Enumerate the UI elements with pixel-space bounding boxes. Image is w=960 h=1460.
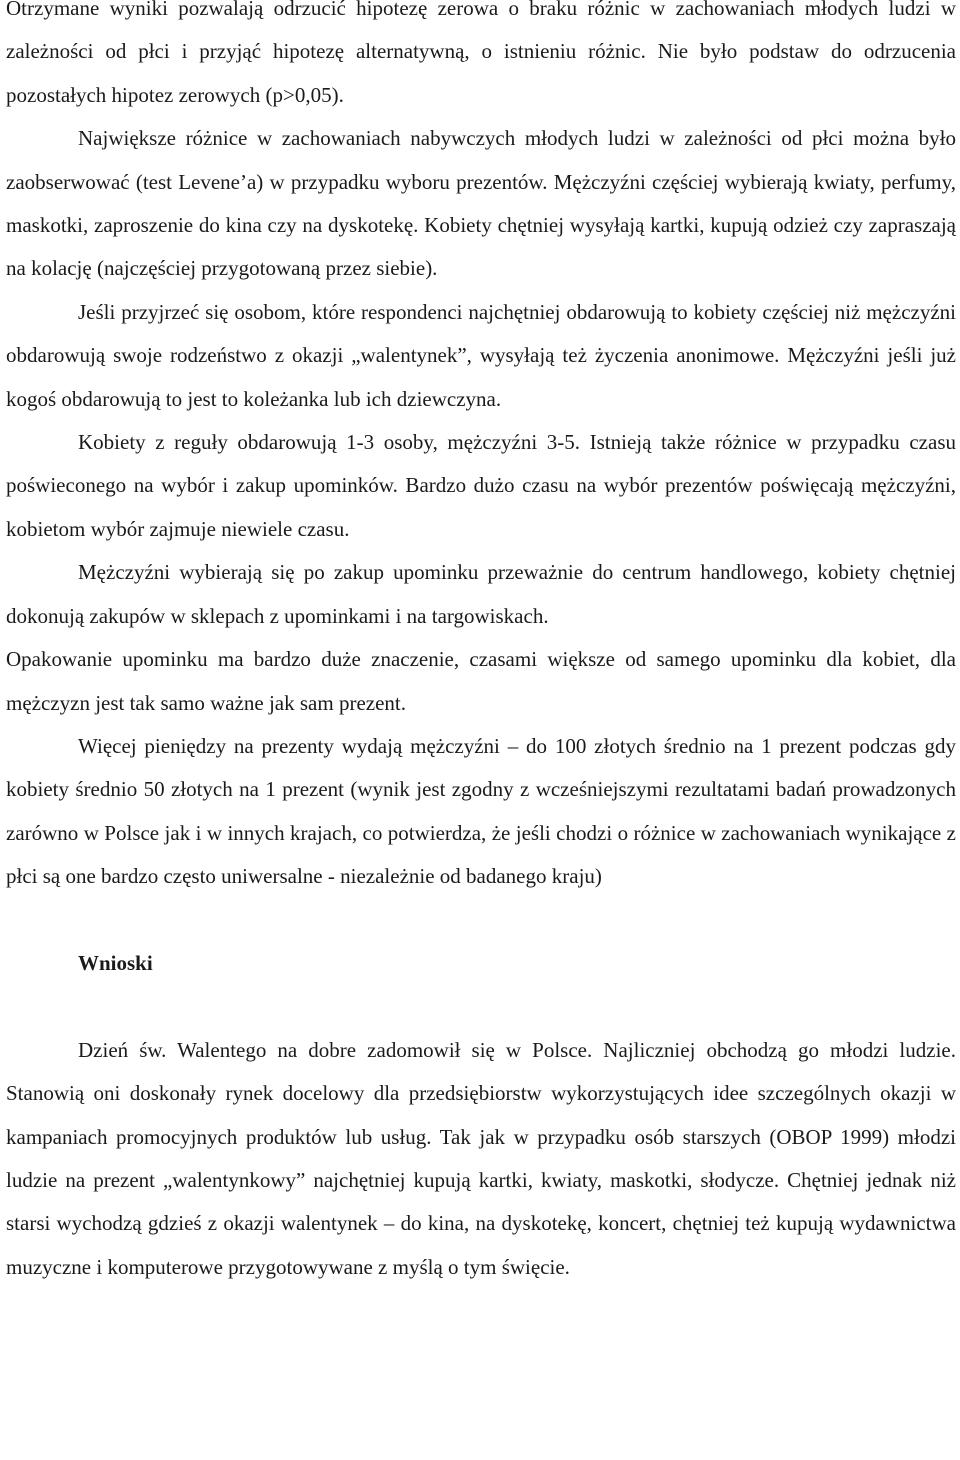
paragraph-gift-recipients: Jeśli przyjrzeć się osobom, które respondenci najchętniej obdarowują to kobiety częściej niż mężczyźni obdarowują swoje rodzeństwo z okazji „walentynek”, wysyłają też życzenia anonimowe. Mężczyźni jeśli już kogoś obdarowują to jest to koleżanka lub ich dziewczyna. bbox=[6, 299, 956, 411]
spacer bbox=[6, 985, 956, 1028]
paragraph-spending: Więcej pieniędzy na prezenty wydają mężczyźni – do 100 złotych średnio na 1 prezent podczas gdy kobiety średnio 50 złotych na 1 prezent (wynik jest zgodny z wcześniejszymi rezultatami badań prowadzonych zarówno w Polsce jak i w innych krajach, co potwierdza, że jeśli chodzi o różnice w zachowaniach wynikające z płci są one bardzo często uniwersalne - niezależnie od badanego kraju) bbox=[6, 733, 956, 889]
paragraph-hypothesis-result: Otrzymane wyniki pozwalają odrzucić hipotezę zerowa o braku różnic w zachowaniach młodych ludzi w zależności od płci i przyjąć hipotezę alternatywną, o istnieniu różnic. Nie było podstaw do odrzucenia pozostałych hipotez zerowych (p>0,05). bbox=[6, 0, 956, 107]
paragraph-shopping-places: Mężczyźni wybierają się po zakup upominku przeważnie do centrum handlowego, kobiety chętniej dokonują zakupów w sklepach z upominkami i na targowiskach. bbox=[6, 560, 956, 628]
paragraph-number-of-recipients: Kobiety z reguły obdarowują 1-3 osoby, mężczyźni 3-5. Istnieją także różnice w przypadku czasu poświeconego na wybór i zakup upominków. Bardzo dużo czasu na wybór prezentów poświęcają mężczyźni, kobietom wybór zajmuje niewiele czasu. bbox=[6, 430, 956, 541]
paragraph-gender-differences: Największe różnice w zachowaniach nabywczych młodych ludzi w zależności od płci można było zaobserwować (test Levene’a) w przypadku wyboru prezentów. Mężczyźni częściej wybierają kwiaty, perfumy, maskotki, zaproszenie do kina czy na dyskotekę. Kobiety chętniej wysyłają kartki, kupują odzież czy zapraszają na kolację (najczęściej przygotowaną przez siebie). bbox=[6, 126, 956, 281]
paragraph-conclusions: Dzień św. Walentego na dobre zadomowił się w Polsce. Najliczniej obchodzą go młodzi ludzie. Stanowią oni doskonały rynek docelowy dla przedsiębiorstw wykorzystujących idee szczególnych okazji w kampaniach promocyjnych produktów lub usług. Tak jak w przypadku osób starszych (OBOP 1999) młodzi ludzie na prezent „walentynkowy” najchętniej kupują kartki, kwiaty, maskotki, słodycze. Chętniej jednak niż starsi wychodzą gdzieś z okazji walentynek – do kina, na dyskotekę, koncert, chętniej też kupują wydawnictwa muzyczne i komputerowe przygotowywane z myślą o tym święcie. bbox=[6, 1037, 956, 1279]
document-page bbox=[6, 0, 956, 1289]
section-heading: Wnioski bbox=[78, 950, 153, 975]
spacer bbox=[6, 899, 956, 942]
paragraph-gift-wrapping: Opakowanie upominku ma bardzo duże znaczenie, czasami większe od samego upominku dla kobiet, dla mężczyzn jest tak samo ważne jak sam prezent. bbox=[6, 647, 956, 715]
